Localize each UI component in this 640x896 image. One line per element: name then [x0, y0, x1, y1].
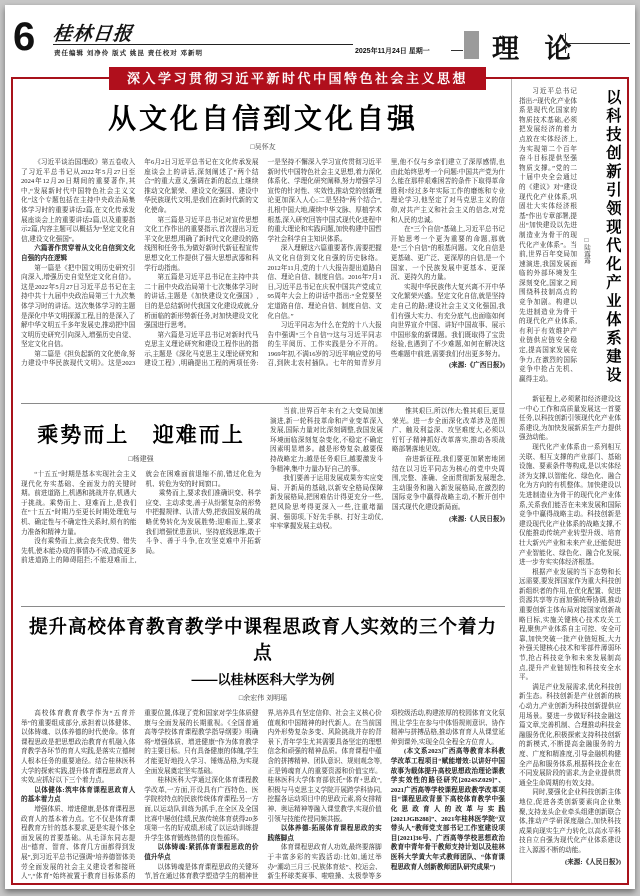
article-divider: [21, 606, 505, 607]
article-divider: [21, 403, 505, 404]
side-column: [511, 79, 627, 883]
paragraph: 乘势而上,要求我们准确识变、科学应变、主动求变,善于从纷繁复杂的形势中把握规律、认清大势,把我国发展的战略优势转化为发展胜势;迎难而上,要求我们增强忧患意识、坚持底线思维,敢于斗争、善于斗争,在攻坚克难中开拓新局。: [145, 490, 261, 555]
paragraph: 满足产业发展需求,优化科技创新生态。科技创新是产业创新的核心动力,产业创新为科技创新提供应用场景。要进一步做好科技金融这篇文章,完善机制、合理推动科技金融服务优化,积极探索支持科技创新的新模式,不断提高金融服务的力度、广度和精准度,引导金融机构健全产品和服务体系,根据科技企业在不同发展阶段的需求,为企业提供贯通全生命周期的有效支持。: [519, 683, 621, 787]
page-number: 6: [13, 15, 36, 59]
article-tech-titlebox: [581, 87, 621, 389]
section-marker-block: [464, 31, 479, 59]
article-momentum-title: 乘势而上 迎难而上: [37, 424, 245, 447]
article-momentum-byline: □杨建强: [128, 456, 154, 463]
paragraph: 奋进新征程,我们要更加紧密地团结在以习近平同志为核心的党中央周围,完整、准确、全面贯彻新发展理念,主动服务和融入新发展格局,在激烈的国际竞争中赢得战略主动,不断开创中国式现代化建设新局面。: [392, 455, 505, 511]
article-momentum-right: [270, 407, 505, 603]
article-sports: [21, 613, 505, 891]
date-rule: [451, 50, 463, 51]
article-momentum-left: [21, 407, 261, 603]
section-title: 理 论: [492, 34, 581, 64]
paragraph: 根据产业发展的当下态势和长远需要,要发挥国家作为重大科技创新组织者的作用,在优化配置、促进资源共享等方面加强统筹协调,推动重要创新主体布局对接国家创新战略目标,实施关键核心技术攻关工程,聚焦产业体系自主可控、安全可靠,加快突破一批产业链短板,大力补强关键核心技术和零部件薄弱环节,抢占科技竞争和未来发展制高点,提升产业链韧性和科技安全水平。: [519, 568, 621, 682]
footnote: (本文系2023广西高等教育本科教学改革工程项目“赋能增效:以讲好中国故事为载体提升高校思想政治理论课教学实效性的路径研究[2024SZ029]”、2021广西高等学校课程思政教学改革项目“课程思政背景下高校体育教学中强化思政育人的改革与实践[2021JGB288]”、2021年桂林医学院“双带头人”教师党支部书记工作室建设项目[2021]36号、广西高等学校思想政治教育中青年骨干教师支持计划以及桂林医科大学黄大年式教师团队、“体育课程思政育人创新教师团队研究成果”): [390, 748, 505, 871]
paragraph: 没有乘势而上,就会丧失优势、错失先机,使本能办成的事情办不成,造成更多前进道路上的障碍阻拦;不能迎难而上,就会在困难面前退缩不前,错过化危为机、转危为安的时间窗口。: [21, 471, 261, 565]
source-line: (来源:《广西日报》): [448, 362, 505, 370]
paragraph: 实现中华民族伟大复兴离不开中华文化繁荣兴盛。坚定文化自信,就是坚持走自己的路;建设社会主义文化强国,我们有强大实力、有充分底气,也面临如何向世界宣介中国、讲好中国故事、展示中国形象的新课题。我们既取得了宝贵经验,也遇到了不少难题,如何在解决这些难题中前进,需要我们付出更多努力。: [390, 283, 505, 358]
article-tech-lead: [519, 87, 577, 389]
paragraph: 第三篇是习近平总书记对宣传思想文化工作作出的重要指示,首次提出习近平文化思想,明确了新时代文化建设的路线图和任务书,为做好新时代新征程宣传思想文化工作提供了强大思想武器和科学行动指南。: [144, 216, 259, 272]
article-tech-byline: □陆露露: [583, 237, 590, 264]
section-rule: [568, 43, 630, 44]
paragraph: 体育课程思政育人功效,最终要落脚于丰富多彩的实践活动:比如,通过举办“潮动三月三·民族体育炫”、校运会、新生杯球类赛事、啦啦操、太极拳等多项校级活动,构建浓厚的校园体育文化氛围,让学生在参与中体悟规则意识、协作精神与拼搏品格,推动体育育人从课堂延伸到课外,实现全员全程全方位育人。: [267, 710, 505, 881]
article-momentum: [21, 407, 505, 603]
paragraph: 在“三个自信”基础上,习近平总书记开始思考一个更为重要的命题,那就是“三个自信”的根基问题。文化自信是更基础、更广泛、更深厚的自信,是一个国家、一个民族发展中更基本、更深沉、更持久的力量。: [390, 226, 505, 282]
article-sports-byline: □余宏伟 刘明瑶: [238, 695, 288, 702]
subhead: 以体铸魂:紧抓体育课程思政的价值升华点: [144, 844, 259, 861]
article-tech-title: 以科技创新引领现代化产业体系建设: [604, 89, 621, 385]
article-momentum-body-right: [270, 407, 505, 595]
article-sports-subtitle: ——以桂林医科大学为例: [191, 672, 335, 687]
paragraph: 我们要善于运用发展成果夯实应变局、开新局的基础,以新安全格局保障新发展格局,把困难估计得更充分一些,把风险思考得更深入一些,注重堵漏洞、强弱项,下好先手棋、打好主动仗,牢牢掌握发展主动权。: [270, 475, 383, 531]
article-tech-top: [519, 87, 621, 389]
main-column: [13, 79, 511, 883]
date-line: 2025年11月24日 星期一: [355, 48, 430, 55]
source-line: (来源:《人民日报》): [564, 858, 621, 865]
paragraph: 以体铸魂是体育课程思政的关键环节,旨在通过体育教学塑造学生的精神世界,培养具有坚定信仰、社会主义核心价值观和中国精神的时代新人。在当前国内外形势复杂多变、风险挑战并存的背景下,青年学生尤其需要具备坚定的理想信念和顽强的精神品质。体育课程中蕴含的拼搏精神、团队意识、规则观念等,正是铸魂育人的重要资源和价值宝库。桂林医科大学体育部依托“体育+思政”,积极与马克思主义学院开展跨学科协同,挖掘各运动项目中的思政元素,将女排精神、奥运精神等融入课堂教学,实现价值引领与技能传授同频共振。: [144, 710, 382, 881]
newspaper-masthead: 桂林日报: [51, 23, 135, 45]
staff-credits: 责任编辑 刘净伶 版式 姚昆 责任校对 邓新明: [54, 50, 204, 57]
paragraph: 惟其艰巨,所以伟大;惟其艰巨,更显荣光。进一步全面深化改革涉及范围广、触及利益深、攻坚难度大,必须以钉钉子精神抓好改革落实,推动各项战略部署落地见效。: [392, 408, 505, 454]
paragraph: 高校体育教育教学作为“五育并举”的重要组成部分,承担着以体健体、以体铸魂、以体养德的时代使命。体育课程思政是把思想政治教育有机融入体育教学各环节的育人实践,是落实立德树人根本任务的重要途径。结合桂林医科大学的探索实践,提升体育课程思政育人实效,应抓好以下三个着力点。: [21, 710, 136, 785]
paragraph: 第二篇是《担负起新的文化使命,努力建设中华民族现代文明》。这是2023年6月2日习近平总书记在文化传承发展座谈会上的讲话,深刻阐述了“两个结合”的重大意义,强调在新的起点上继续推动文化繁荣、建设文化强国、建设中华民族现代文明,是我们在新时代新的文化使命。: [21, 159, 259, 368]
article-culture: [21, 97, 505, 400]
article-tech-body: [519, 395, 621, 865]
paragraph: 习近平同志为什么在党的十八大报告中强调“三个自信”?这与习近平同志的生平阅历、工作实践是分不开的。1969年初,不满16岁的习近平响应党的号召,到陕北农村插队。七年的知青岁月里,他不仅与乡亲们建立了深厚感情,也由此始终思考一个问题:中国共产党为什么能在那样艰难困苦的条件下取得革命胜利?经过多年实际工作的磨炼和专业理论学习,他坚定了对马克思主义的信仰,对共产主义和社会主义的信念,对党和人民的忠诚。: [267, 159, 505, 368]
paragraph: “十五五”时期是基本实现社会主义现代化夯实基础、全面发力的关键时期。前进道路上,机遇和挑战并存,机遇大于挑战。乘势而上、迎难而上,是我们在“十五五”时期乃至更长时期处理危与机、确定性与不确定性关系时,须有的能力准备和精神力量。: [21, 471, 137, 536]
paragraph: 新征程上,必须紧扣经济建设这一中心工作和高质量发展这一首要任务,以科技创新引领现代化产业体系建设,为加快发展新质生产力提供强劲动能。: [519, 396, 621, 442]
section-tick: [565, 33, 566, 53]
article-sports-title: 提升高校体育教育教学中课程思政育人实效的三个着力点: [28, 616, 497, 663]
paragraph: 现代化产业体系由一系列相互关联、相互支撑的产业部门、基础设施、要素条件等构成,是以实体经济为支撑,以智能化、绿色化、融合化为方向的有机整体。加快建设以先进制造业为骨干的现代化产业体系,关系我们能否在未来发展和国际竞争中赢得战略主动。科技创新是建设现代化产业体系的战略支撑,不仅能推动传统产业转型升级、培育壮大新兴产业和未来产业,还能促进产业智能化、绿色化、融合化发展,进一步夯实实体经济根基。: [519, 443, 621, 567]
paragraph: 《习近平谈治国理政》第五卷收入了习近平总书记从2022年5月27日至2024年12月20日期间的重要著作,其中,“发展新时代中国特色社会主义文化”这个专题包括在主持中央政治局集体学习时的重要讲话2篇,在文化传承发展座谈会上的重要讲话2篇,以及重要指示2篇,内容主题可以概括为“坚定文化自信,建设文化强国”。: [21, 159, 136, 243]
paragraph: 增强体质、增进健康,是体育课程思政育人的基本着力点。它不仅是体育课程教育方针的基本要求,更是实现个体全面发展的首要基础。从毛泽东同志提出“德育、智育、体育几方面都得到发展”,到习近平总书记强调“培养德智体美劳全面发展的社会主义建设者和接班人”,“体育”始终被置于教育目标体系的重要位置,体现了党和国家对学生体质健康与全面发展的长期重视。《全国普通高等学校体育课程教学指导纲要》明确将“增强体质、增进健康”作为体育教学的主要目标。只有具备健康的体魄,学生才能更好地投入学习、锤炼品格,为实现全面发展奠定坚实基础。: [21, 710, 259, 881]
content-frame: [11, 71, 629, 885]
source-line: (来源:《人民日报》): [448, 515, 505, 523]
newspaper-page: [5, 5, 635, 889]
paragraph: 同时,要强化企业科技创新主体地位,促进各类创新要素向企业集聚,支持龙头企业牵头组建创新联合体,推动产学研深度融合,加快科技成果向现实生产力转化,以高水平科技自立自强为现代化产业体系建设注入源源不断的动能。: [519, 789, 621, 854]
article-culture-title: 从文化自信到文化自强: [107, 103, 418, 134]
paragraph: 当前,世界百年未有之大变局加速演进,新一轮科技革命和产业变革深入发展,国际力量对比深刻调整,我国发展环境面临深刻复杂变化,不稳定不确定因素明显增多。越是形势复杂,越要保持战略定力;越是任务艰巨,越要激发斗争精神,集中力量办好自己的事。: [270, 408, 383, 473]
paragraph: 桂林医科大学通过深化体育课程教学改革,一方面,开设具有广西特色、医学院校特点的民族传统体育课程;另一方面,以运动队训练为抓手,在全区及全国比赛中屡创佳绩,民族传统体育获得20多项第一名的好成绩,形成了以运动训练提升学生体育锻炼热情的良性循环。: [144, 777, 259, 842]
paragraph: 第一篇是《把中国文明历史研究引向深入,增强历史自觉坚定文化自信》。这是2022年5月27日习近平总书记在主持中共十九届中央政治局第三十九次集体学习时的讲话。这次集体学习的主题是深化中华文明探源工程,目的是深入了解中华文明五千多年发展史,推动把中国文明历史研究引向深入,增强历史自觉、坚定文化自信。: [21, 264, 136, 349]
subhead: 以体养德:拓展体育课程思政的实践落脚点: [267, 825, 382, 842]
masthead-rule: [53, 44, 353, 45]
subhead: 以体健体:筑牢体育课程思政育人的基本着力点: [21, 786, 136, 804]
article-culture-byline: □吴怀友: [250, 144, 276, 151]
paragraph: 第五篇是习近平总书记在主持中共二十届中央政治局第十七次集体学习时的讲话,主题是《加快建设文化强国》,目的是总结新时代我国文化建设成就,分析面临的新形势新任务,对加快建设文化强国进行思考。: [144, 274, 259, 330]
paragraph: 第六篇是习近平总书记对新时代马克思主义理论研究和建设工程作出的指示,主题是《深化马克思主义理论研究和建设工程》,明确提出工程的两项任务:一是坚持不懈深入学习宣传贯彻习近平新时代中国特色社会主义思想,着力深化体系化、学理化研究阐释,努力增强学习宣传的针对性、实效性,推动党的创新理论更加深入人心;二是坚持“两个结合”,扎根中国大地,赓续中华文脉、厚植学术根基,深入研究回答中国式现代化进程中的重大理论和实践问题,加快构建中国哲学社会科学自主知识体系。: [144, 159, 382, 368]
article-culture-body: [21, 158, 505, 400]
paragraph: 习近平总书记指出:“现代化产业体系是现代化国家的物质技术基础,必须把发展经济的着力点放在实体经济上,为实现第二个百年奋斗目标提供坚强物质支撑。”党的二十届中央全会通过的《建议》对“建设现代化产业体系,巩固壮大实体经济根基”作出专章部署,提出“加快建设以先进制造业为骨干的现代化产业体系”。当前,世界百年变局加速演进,我国发展面临的外部环境发生深刻变化,国家之间围绕科技制高点的竞争加剧。构建以先进制造业为骨干的现代化产业体系,有利于有效维护产业链供应链安全稳定,提高国家发展竞争力,在激烈的国际竞争中抢占先机、赢得主动。: [519, 88, 577, 383]
paragraph: 深入理解这六篇重要著作,需要把握从文化自信到文化自强的历史脉络。2012年11月,党的十八大报告提出道路自信、理论自信、制度自信。2016年7月1日,习近平总书记在庆祝中国共产党成立95周年大会上的讲话中指出:“全党要坚定道路自信、理论自信、制度自信、文化自信。”: [267, 245, 382, 320]
article-momentum-body-left: [21, 470, 261, 594]
article-sports-body: [21, 709, 505, 891]
theme-banner: 深入学习贯彻习近平新时代中国特色社会主义思想: [109, 67, 486, 90]
page-header: [5, 5, 635, 71]
subhead: 六篇著作贯穿着从文化自信到文化自强的内在逻辑: [21, 245, 136, 262]
